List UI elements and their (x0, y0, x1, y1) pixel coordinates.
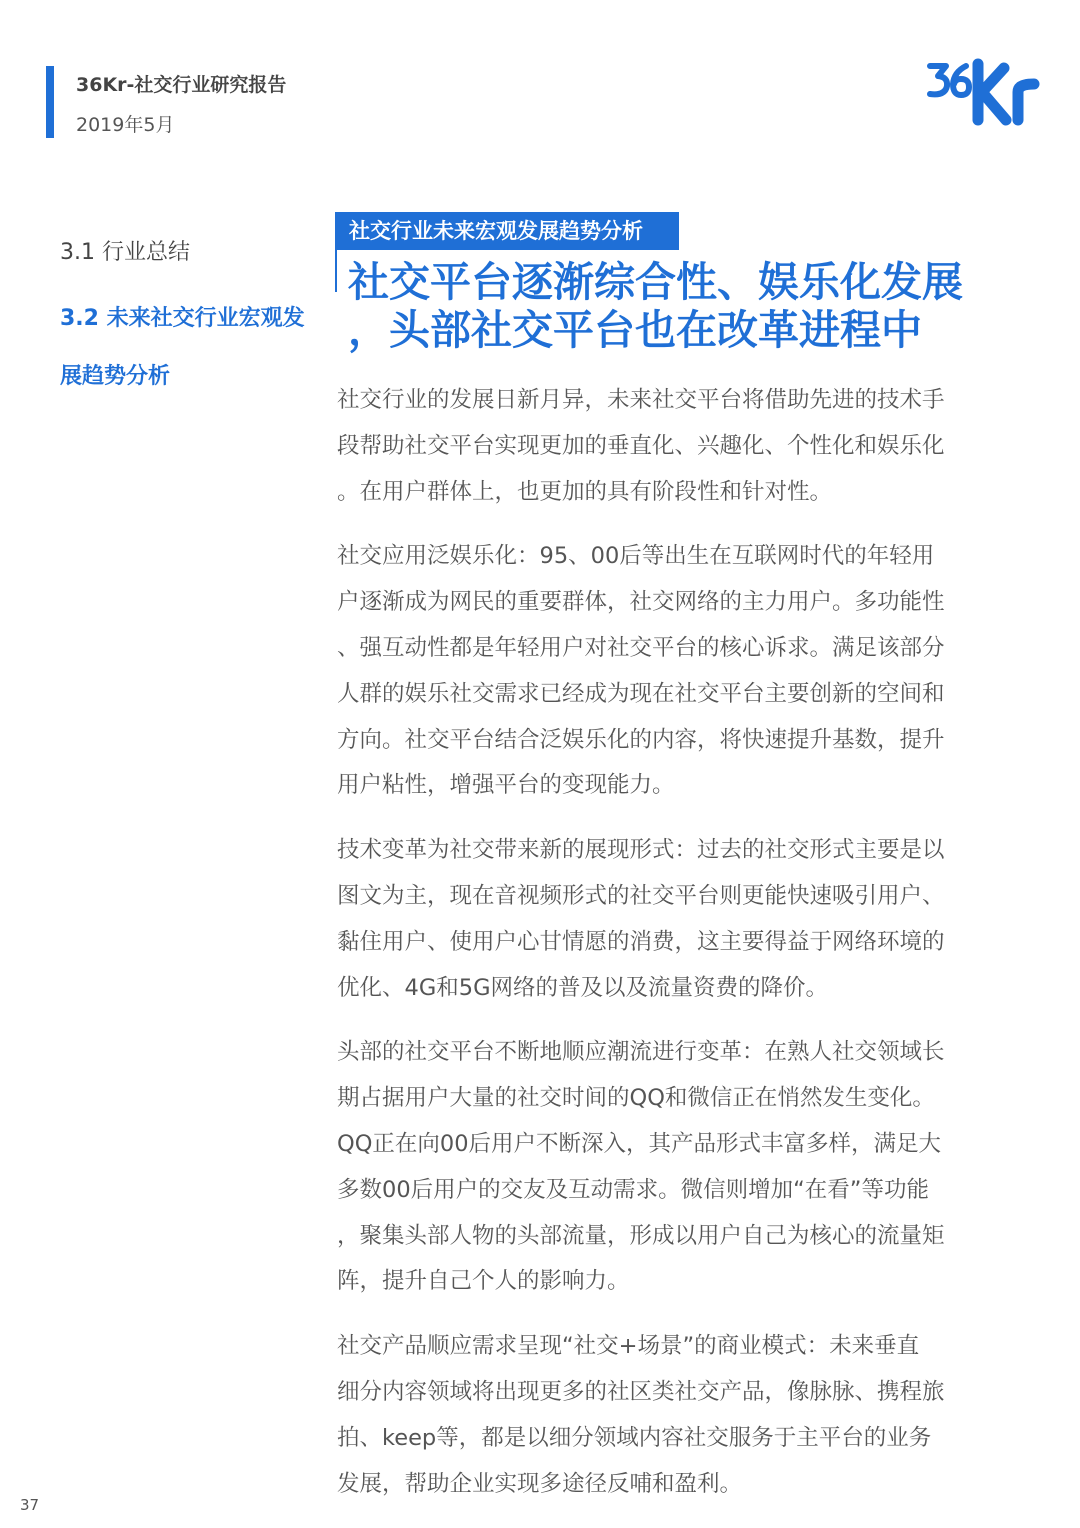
text-line: 、强互动性都是年轻用户对社交平台的核心诉求。满足该部分 (337, 634, 945, 661)
text-line: 图文为主，现在音视频形式的社交平台则更能快速吸引用户、 (337, 882, 945, 909)
text-line: 技术变革为社交带来新的展现形式：过去的社交形式主要是以 (337, 837, 945, 864)
text-line: 社交应用泛娱乐化：95、00后等出生在互联网时代的年轻用 (337, 543, 935, 570)
text-line: 人群的娱乐社交需求已经成为现在社交平台主要创新的空间和 (337, 680, 945, 707)
text-line: 期占据用户大量的社交时间的QQ和微信正在悄然发生变化。 (337, 1085, 935, 1112)
paragraph (337, 1324, 1037, 1507)
text-line: 发展，帮助企业实现多途径反哺和盈利。 (337, 1470, 743, 1497)
text-line: 多数00后用户的交友及互动需求。微信则增加“在看”等功能 (337, 1176, 929, 1203)
report-title: 36Kr-社交行业研究报告 (76, 74, 287, 96)
text-line: 社交行业的发展日新月异，未来社交平台将借助先进的技术手 (337, 387, 945, 413)
text-line: 户逐渐成为网民的重要群体，社交网络的主力用户。多功能性 (337, 589, 945, 616)
text-line: 黏住用户、使用户心甘情愿的消费，这主要得益于网络环境的 (337, 928, 945, 955)
paragraph (337, 534, 1037, 809)
text-line: 优化、4G和5G网络的普及以及流量资费的降价。 (337, 974, 829, 1001)
paragraph (337, 1030, 1037, 1305)
text-line: 社交产品顺应需求呈现“社交+场景”的商业模式：未来垂直 (337, 1333, 920, 1360)
article-body (337, 378, 1037, 1526)
paragraph (337, 828, 1037, 1011)
report-date: 2019年5月 (76, 114, 175, 136)
section-tag: 社交行业未来宏观发展趋势分析 (337, 212, 679, 250)
text-line: 细分内容领域将出现更多的社区类社交产品，像脉脉、携程旅 (337, 1378, 945, 1405)
36kr-logo (926, 58, 1042, 130)
text-line: 阵，提升自己个人的影响力。 (337, 1268, 630, 1295)
header-accent-bar (46, 66, 54, 138)
text-line: QQ正在向00后用户不断深入，其产品形式丰富多样，满足大 (337, 1130, 942, 1157)
page-headline (348, 258, 1048, 354)
headline-line: 社交平台逐渐综合性、娱乐化发展 (348, 258, 963, 306)
sidebar-item-industry-summary[interactable]: 3.1 行业总结 (60, 240, 190, 265)
text-line: 。在用户群体上，也更加的具有阶段性和针对性。 (337, 478, 833, 505)
text-line: 方向。社交平台结合泛娱乐化的内容，将快速提升基数，提升 (337, 726, 945, 753)
text-line: 头部的社交平台不断地顺应潮流进行变革：在熟人社交领域长 (337, 1039, 945, 1066)
sidebar-item-future-trends[interactable]: 3.2 未来社交行业宏观发展趋势分析 (60, 306, 305, 389)
text-line: 用户粘性，增强平台的变现能力。 (337, 772, 675, 799)
paragraph (337, 378, 1037, 515)
text-line: 拍、keep等，都是以细分领域内容社交服务于主平台的业务 (337, 1424, 932, 1451)
headline-line: ，头部社交平台也在改革进程中 (348, 306, 922, 354)
page-number: 37 (20, 1496, 40, 1514)
text-line: 段帮助社交平台实现更加的垂直化、兴趣化、个性化和娱乐化 (337, 432, 945, 459)
text-line: ，聚集头部人物的头部流量，形成以用户自己为核心的流量矩 (337, 1222, 945, 1249)
